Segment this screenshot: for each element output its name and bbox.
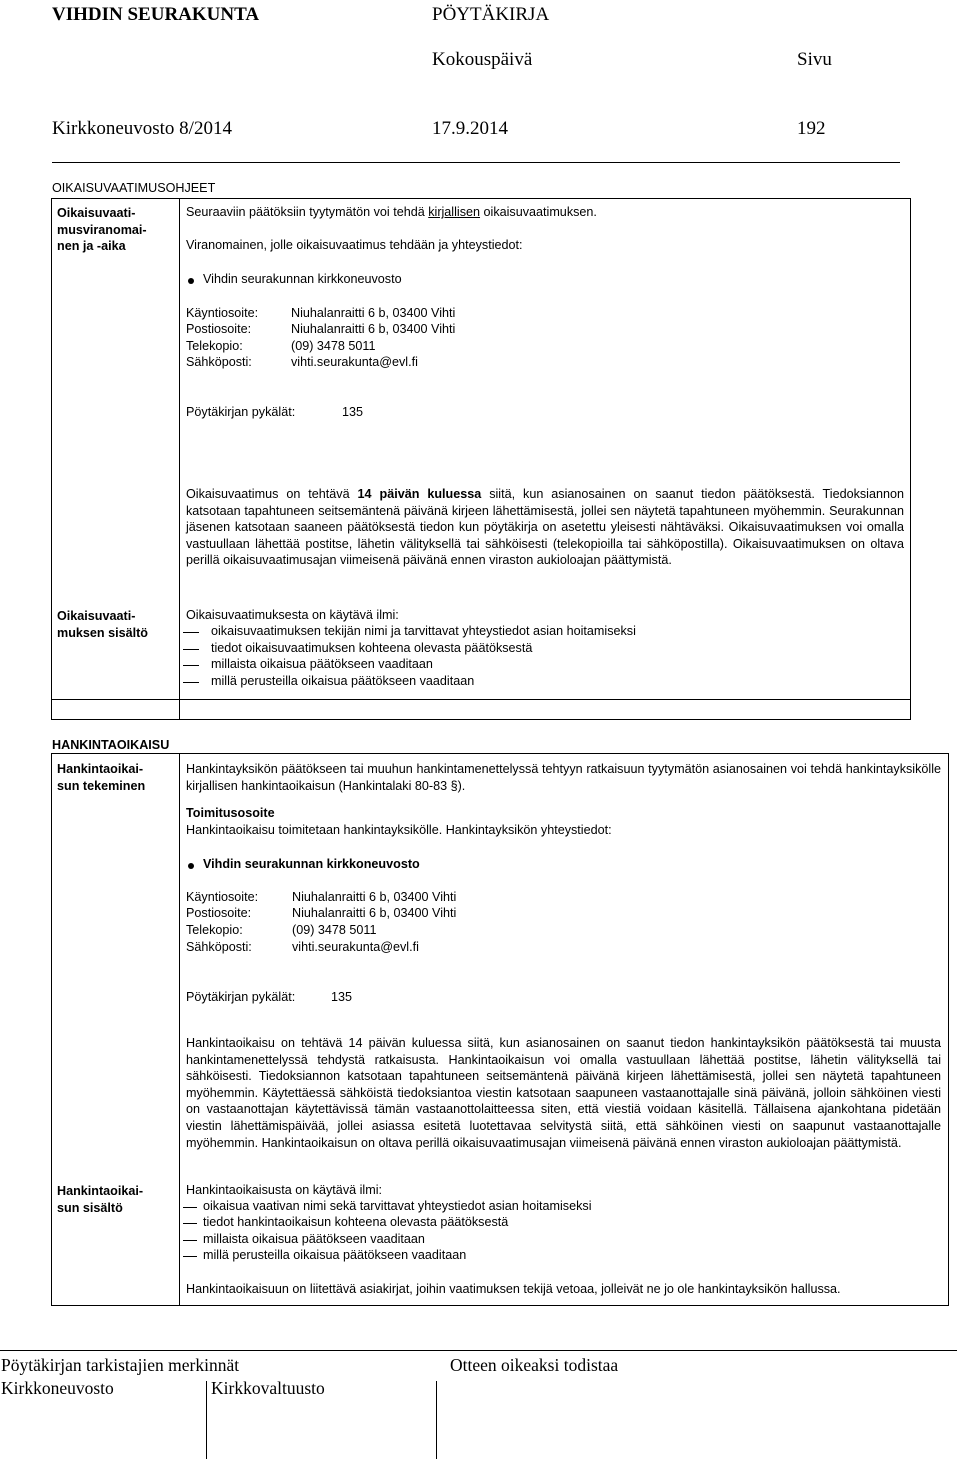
section1-sections-label: Pöytäkirjan pykälät: bbox=[186, 405, 296, 419]
section2-title: HANKINTAOIKAISU bbox=[52, 738, 170, 752]
section1-title: OIKAISUVAATIMUSOHJEET bbox=[52, 181, 216, 195]
contact-value-email: vihti.seurakunta@evl.fi bbox=[291, 355, 418, 369]
section2-intro: Hankintayksikön päätökseen tai muuhun hankintamenettelyssä tehtyyn ratkaisuun tyytymätön asianosainen voi tehdä hankintayksikölle kirjallisen hankintaoikaisun (Hankintalaki 80-83 §). bbox=[186, 762, 941, 793]
section1-sections-value: 135 bbox=[342, 405, 364, 419]
section2-authority-name: Vihdin seurakunnan kirkkoneuvosto bbox=[203, 857, 420, 871]
section1-row2-label: Oikaisuvaati- muksen sisältö bbox=[57, 609, 148, 640]
section2-attachments-note: Hankintaoikaisuun on liitettävä asiakirjat, joihin vaatimuksen tekijä vetoaa, jolleivät ne jo ole hankintayksikön hallussa. bbox=[186, 1282, 841, 1296]
dash-icon bbox=[183, 1223, 197, 1224]
dash-icon bbox=[183, 632, 199, 633]
section1-last-row-divider bbox=[51, 699, 911, 700]
dash-icon bbox=[183, 1256, 197, 1257]
footer-left-title: Pöytäkirjan tarkistajien merkinnät bbox=[1, 1355, 240, 1375]
section2-content-item: tiedot hankintaoikaisun kohteena olevasta päätöksestä bbox=[203, 1215, 509, 1229]
section1-authority-heading: Viranomainen, jolle oikaisuvaatimus tehdään ja yhteystiedot: bbox=[186, 238, 523, 252]
page-number: 192 bbox=[797, 118, 826, 139]
contact-value-visit: Niuhalanraitti 6 b, 03400 Vihti bbox=[291, 306, 456, 320]
dash-icon bbox=[183, 1240, 197, 1241]
footer-right-title: Otteen oikeaksi todistaa bbox=[450, 1355, 619, 1375]
section2-content-item: millä perusteilla oikaisua päätökseen vaaditaan bbox=[203, 1248, 467, 1262]
contact-label-email: Sähköposti: bbox=[186, 940, 252, 954]
contact-value-post: Niuhalanraitti 6 b, 03400 Vihti bbox=[291, 322, 456, 336]
section1-intro-post: oikaisuvaatimuksen. bbox=[480, 205, 597, 219]
org-name: VIHDIN SEURAKUNTA bbox=[52, 4, 260, 25]
footer-col-kirkkoneuvosto: Kirkkoneuvosto bbox=[1, 1378, 114, 1398]
section1-column-divider bbox=[179, 198, 180, 720]
section2-content-intro: Hankintaoikaisusta on käytävä ilmi: bbox=[186, 1183, 382, 1197]
dash-icon bbox=[183, 682, 199, 683]
section2-deadline-paragraph: Hankintaoikaisu on tehtävä 14 päivän kuluessa siitä, kun asianosainen on saanut tiedon hankintayksikön päätöksestä tai muusta hankintamenettelyssä tehdystä ratkaisusta. Hankintaoikaisun voi omalla vastuullaan lähettää postitse, lähetin välityksellä tai sähköisesti. Tiedoksiannon katsotaan tapahtuneen seitsemäntenä päivänä kirjeen lähettämisestä, jollei sen näytetä tapahtuneen myöhemmin. Käytettäessä sähköistä tiedoksiantoa viestin katsotaan saapuneen vastaanottajalle sinä päivänä, jolloin sähköinen viesti on vastaanottajan käytettävissä tämän vastaanottolaitteessa siten, että viestiä voidaan käsitellä. Tällaisena ajankohtana pidetään viestin lähettämispäivää, jollei asiassa esitetä luotettavaa selvitystä siitä, että sähköinen viesti on saapunut vastaanottajalle myöhemmin. Hankintaoikaisun on oltava perillä oikaisuvaatimusajan viimeisenä päivänä ennen viraston aukioloajan päättymistä. bbox=[186, 1036, 941, 1150]
doc-type: PÖYTÄKIRJA bbox=[432, 4, 550, 25]
section1-deadline-bold: 14 päivän kuluessa bbox=[357, 487, 482, 501]
dash-icon bbox=[183, 665, 199, 666]
contact-label-visit: Käyntiosoite: bbox=[186, 306, 259, 320]
section2-delivery-heading: Toimitusosoite bbox=[186, 806, 275, 820]
section1-content-item: millä perusteilla oikaisua päätökseen vaaditaan bbox=[211, 674, 475, 688]
contact-value-fax: (09) 3478 5011 bbox=[291, 339, 376, 353]
contact-label-fax: Telekopio: bbox=[186, 923, 243, 937]
section1-intro-underlined: kirjallisen bbox=[428, 205, 481, 219]
contact-label-fax: Telekopio: bbox=[186, 339, 243, 353]
dash-icon bbox=[183, 1207, 197, 1208]
section1-deadline-pre: Oikaisuvaatimus on tehtävä bbox=[186, 487, 358, 501]
footer-column-divider-right bbox=[436, 1381, 437, 1459]
section1-content-item: millaista oikaisua päätökseen vaaditaan bbox=[211, 657, 433, 671]
section1-row1-label: Oikaisuvaati- musviranomai- nen ja -aika bbox=[57, 206, 147, 253]
contact-label-post: Postiosoite: bbox=[186, 906, 252, 920]
section2-delivery-text: Hankintaoikaisu toimitetaan hankintayksikölle. Hankintayksikön yhteystiedot: bbox=[186, 823, 612, 837]
meeting-date: 17.9.2014 bbox=[432, 118, 508, 139]
section2-row1-label: Hankintaoikai- sun tekeminen bbox=[57, 762, 146, 793]
section1-deadline-paragraph bbox=[186, 486, 904, 569]
contact-label-email: Sähköposti: bbox=[186, 355, 252, 369]
contact-label-visit: Käyntiosoite: bbox=[186, 890, 259, 904]
contact-value-post: Niuhalanraitti 6 b, 03400 Vihti bbox=[292, 906, 457, 920]
bullet-icon bbox=[188, 863, 194, 869]
section1-intro bbox=[186, 205, 597, 219]
contact-value-email: vihti.seurakunta@evl.fi bbox=[292, 940, 419, 954]
section2-sections-value: 135 bbox=[331, 990, 353, 1004]
meeting-date-label: Kokouspäivä bbox=[432, 49, 533, 70]
section1-authority-name: Vihdin seurakunnan kirkkoneuvosto bbox=[203, 272, 402, 286]
footer-column-divider bbox=[206, 1381, 207, 1459]
section2-content-item: oikaisua vaativan nimi sekä tarvittavat yhteystiedot asian hoitamiseksi bbox=[203, 1199, 592, 1213]
section2-row2-label: Hankintaoikai- sun sisältö bbox=[57, 1184, 144, 1215]
bullet-icon bbox=[188, 278, 194, 284]
contact-value-visit: Niuhalanraitti 6 b, 03400 Vihti bbox=[292, 890, 457, 904]
footer-col-kirkkovaltuusto: Kirkkovaltuusto bbox=[211, 1378, 325, 1398]
header-divider bbox=[52, 162, 900, 163]
contact-label-post: Postiosoite: bbox=[186, 322, 252, 336]
footer-divider bbox=[0, 1350, 957, 1351]
section1-content-item: oikaisuvaatimuksen tekijän nimi ja tarvittavat yhteystiedot asian hoitamiseksi bbox=[211, 624, 636, 638]
section2-sections-label: Pöytäkirjan pykälät: bbox=[186, 990, 296, 1004]
section2-content-item: millaista oikaisua päätökseen vaaditaan bbox=[203, 1232, 425, 1246]
section2-column-divider bbox=[179, 753, 180, 1306]
contact-value-fax: (09) 3478 5011 bbox=[292, 923, 377, 937]
meeting-body: Kirkkoneuvosto 8/2014 bbox=[52, 118, 232, 139]
page-label: Sivu bbox=[797, 49, 832, 70]
section1-content-intro: Oikaisuvaatimuksesta on käytävä ilmi: bbox=[186, 608, 399, 622]
section1-content-item: tiedot oikaisuvaatimuksen kohteena olevasta päätöksestä bbox=[211, 641, 533, 655]
dash-icon bbox=[183, 649, 199, 650]
section1-deadline-post: siitä, kun asianosainen on saanut tiedon päätöksestä. Tiedoksiannon katsotaan tapahtuneen seitsemäntenä päivänä kirjeen lähettämisestä, jollei sen näytetä tapahtuneen myöhemmin. Seurakunnan jäsenen katsotaan saaneen päätöksestä tiedon kun pöytäkirja on asetettu yleisesti nähtäväksi. Oikaisuvaatimuksen voi omalla vastuullaan lähettää postitse, lähetin välityksellä tai sähköisesti (telekopioilla tai sähköpostilla). Oikaisuvaatimuksen on oltava perillä oikaisuvaatimusajan viimeisenä päivänä ennen viraston aukioloajan päättymistä. bbox=[186, 487, 904, 568]
section1-intro-pre: Seuraaviin päätöksiin tyytymätön voi tehdä bbox=[186, 205, 429, 219]
